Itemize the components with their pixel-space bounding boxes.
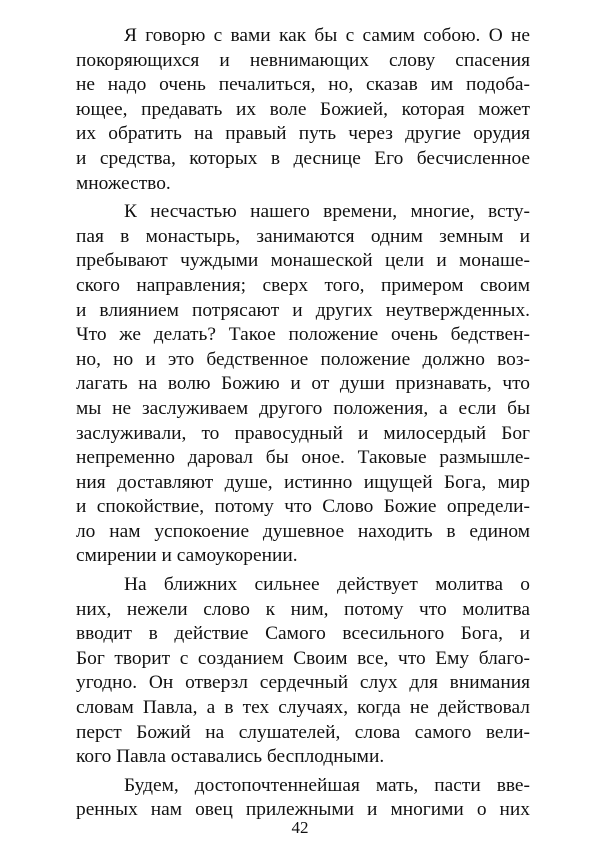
text-line: их обратить на правый путь через другие орудия	[76, 123, 530, 145]
text-line: На ближних сильнее действует молитва о	[124, 574, 530, 596]
paragraph-4	[76, 774, 530, 823]
text-line: покоряющихся и невнимающих слову спасения	[76, 49, 530, 71]
paragraph-2	[76, 200, 530, 569]
text-line: смирении и самоукорении.	[76, 545, 298, 567]
text-line: К несчастью нашего времени, многие, всту-	[124, 201, 530, 223]
text-line: ло нам успокоение душевное находить в едином	[76, 520, 530, 542]
text-line: и влиянием потрясают и других неутвержденных.	[76, 299, 530, 321]
text-line: лагать на волю Божию и от души признавать, что	[76, 373, 530, 395]
text-line: не надо очень печалиться, но, сказав им подоба-	[76, 74, 530, 96]
text-line: непременно даровал бы оное. Таковые размышле-	[76, 447, 530, 469]
text-line: и средства, которых в деснице Его бесчисленное	[76, 147, 530, 169]
text-line: ния доставляют душе, истинно ищущей Бога, мир	[76, 471, 530, 493]
text-line: пая в монастырь, занимаются одним земным и	[76, 225, 530, 247]
text-line: перст Божий на слушателей, слова самого вели-	[76, 721, 530, 743]
text-line: кого Павла оставались бесплодными.	[76, 746, 385, 768]
text-line: заслуживали, то правосудный и милосердый Бог	[76, 422, 530, 444]
paragraph-1	[76, 24, 530, 196]
text-line: них, нежели слово к ним, потому что молитва	[76, 598, 530, 620]
text-line: угодно. Он отверзл сердечный слух для внимания	[76, 672, 530, 694]
body-text	[76, 24, 530, 823]
text-line: Будем, достопочтеннейшая мать, пасти вве-	[124, 774, 530, 796]
text-line: Бог творит с созданием Своим все, что Ему благо-	[76, 647, 530, 669]
text-line: и спокойствие, потому что Слово Божие определи-	[76, 496, 530, 518]
text-line: ренных нам овец прилежными и многими о них	[76, 799, 530, 821]
text-line: ского направления; сверх того, примером своим	[76, 274, 530, 296]
text-line: ющее, предавать их воле Божией, которая может	[76, 98, 530, 120]
text-line: Что же делать? Такое положение очень бедствен-	[76, 324, 530, 346]
text-line: вводит в действие Самого всесильного Бога, и	[76, 623, 530, 645]
text-line: но, но и это бедственное положение должно воз-	[76, 348, 530, 370]
page-number: 42	[291, 818, 309, 837]
text-line: мы не заслуживаем другого положения, а если бы	[76, 397, 530, 419]
text-line: словам Павла, а в тех случаях, когда не действовал	[76, 697, 530, 719]
text-line: множество.	[76, 172, 171, 194]
text-line: Я говорю с вами как бы с самим собою. О не	[124, 25, 530, 46]
paragraph-3	[76, 573, 530, 770]
text-line: пребывают чуждыми монашеской цели и монаше-	[76, 250, 530, 272]
